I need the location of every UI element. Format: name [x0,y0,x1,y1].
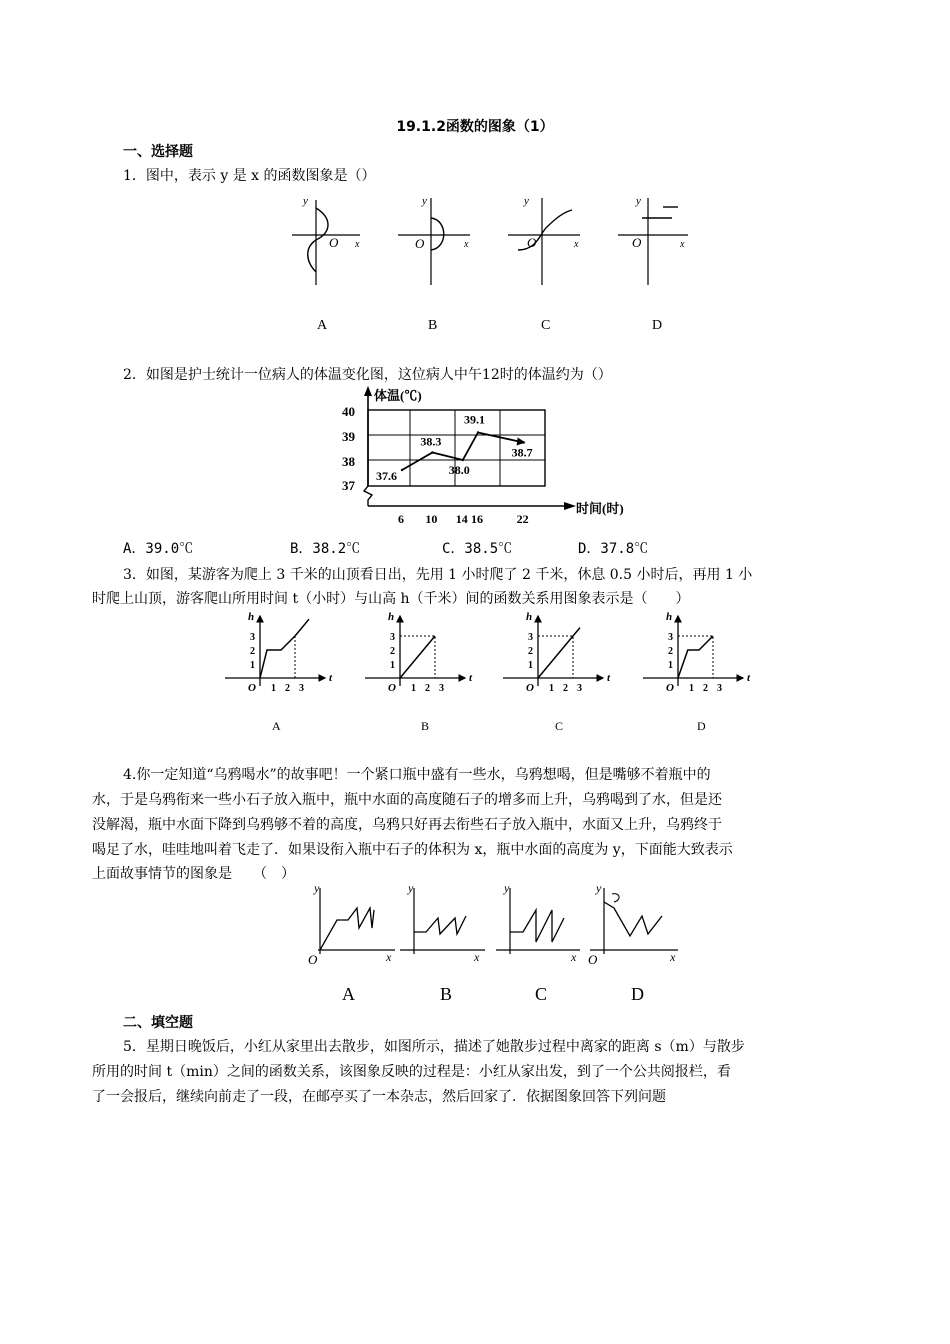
h-tick-label: 1 [668,660,673,671]
chart-data-label: 38.3 [420,434,442,449]
question-4-text-line-2: 水，于是乌鸦衔来一些小石子放入瓶中，瓶中水面的高度随石子的增多而上升，乌鸦喝到了水，但是还 [92,792,722,808]
graph-line [538,628,580,678]
origin-label: O [526,682,534,694]
q4-label-b: B [440,984,453,1004]
q4-a-x: x [386,950,392,964]
question-4-text-line-3: 没解渴，瓶中水面下降到乌鸦够不着的高度，乌鸦只好再去衔些石子放入瓶中，水面又上升，乌鸦终于 [92,817,722,833]
chart-x-tick-label: 6 [398,512,404,526]
h-axis-label: h [248,611,255,623]
q4-d-origin: O [588,952,598,967]
chart-x-tick-label: 16 [471,512,483,526]
graph-line [400,636,435,678]
chart-data-point [522,441,524,443]
t-tick-label: 1 [549,683,554,694]
t-axis-label: t [469,672,473,684]
q1-a-y-label: y [303,195,308,207]
chart-x-arrow [564,502,576,510]
q3-label-d: D [697,719,706,733]
q4-a-y: y [314,881,320,895]
q2-option-a: A．39.0℃ [123,541,194,557]
chart-x-tick-label: 10 [425,512,438,526]
t-axis-label: t [329,672,333,684]
chart-y-tick-label: 38 [342,454,355,469]
chart-x-label: 时间(时) [576,501,624,516]
h-axis-label: h [666,611,673,623]
q4-c-y: y [504,881,510,895]
chart-x-tick-label: 14 [455,512,468,526]
h-tick-label: 2 [390,646,395,657]
page-title: 19.1.2函数的图象（1） [396,119,554,135]
q1-graph-b [398,195,470,285]
h-tick-label: 3 [528,632,533,643]
chart-data-point [401,469,403,471]
q1-c-y-label: y [524,195,529,207]
h-tick-label: 2 [250,646,255,657]
q1-a-x-label: x [355,239,360,250]
q3-graph-c [503,611,611,694]
q1-graph-a [292,195,360,285]
q4-b-x: x [474,950,480,964]
h-tick-label: 2 [528,646,533,657]
q3-graph-b [365,611,473,694]
graph-line [260,619,309,678]
t-tick-label: 3 [717,683,722,694]
question-5-text-line-3: 了一会报后，继续向前走了一段，在邮亭买了一本杂志，然后回家了．依据图象回答下列问题 [92,1089,666,1105]
q4-graph-a [308,881,395,967]
temperature-chart [340,384,640,526]
q1-label-b: B [428,318,438,333]
q1-c-x-label: x [574,239,579,250]
q1-c-origin: O [527,235,537,250]
question-5-text-line-1: 5．星期日晚饭后，小红从家里出去散步，如图所示，描述了她散步过程中离家的距离 s（m）与散步 [123,1039,745,1055]
section-choice-heading: 一、选择题 [123,144,193,160]
q1-label-d: D [652,318,663,333]
chart-y-tick-label: 39 [342,429,355,444]
t-tick-label: 3 [439,683,444,694]
t-tick-label: 1 [271,683,276,694]
question-1-text: 1．图中，表示 y 是 x 的函数图象是（） [123,168,376,184]
chart-y-arrow [364,386,372,396]
h-tick-label: 1 [250,660,255,671]
origin-label: O [388,682,396,694]
question-4-text-line-5: 上面故事情节的图象是 （ ） [92,866,295,882]
t-tick-label: 2 [285,683,290,694]
origin-label: O [248,682,256,694]
question-2-text: 2．如图是护士统计一位病人的体温变化图，这位病人中午12时的体温约为（） [123,367,612,383]
chart-data-point [462,459,464,461]
h-tick-label: 3 [668,632,673,643]
chart-data-point [477,431,479,433]
question-3-text-line-1: 3．如图，某游客为爬上 3 千米的山顶看日出，先用 1 小时爬了 2 千米，休息 0.5 小时后，再用 1 小 [123,567,753,583]
q1-label-c: C [541,318,551,333]
section-fill-heading: 二、填空题 [123,1015,193,1031]
q1-d-origin: O [632,235,642,250]
q2-option-d: D．37.8℃ [578,541,649,557]
h-tick-label: 3 [390,632,395,643]
t-axis-label: t [747,672,751,684]
chart-y-label: 体温(℃) [374,388,422,403]
q4-d-y: y [596,881,602,895]
q4-d-x: x [670,950,676,964]
chart-y-tick-label: 40 [342,404,355,419]
q1-a-origin: O [329,235,339,250]
t-tick-label: 1 [411,683,416,694]
chart-data-label: 37.6 [376,469,397,483]
q1-graph-d [618,195,688,285]
q1-d-y-label: y [636,195,641,207]
t-tick-label: 2 [425,683,430,694]
chart-data-label: 38.7 [511,445,533,460]
q3-label-a: A [272,719,281,733]
q4-graph-d [588,881,678,967]
q1-b-y-label: y [422,195,427,207]
q4-b-y: y [408,881,414,895]
q2-option-b: B．38.2℃ [290,541,361,557]
h-tick-label: 1 [390,660,395,671]
h-axis-label: h [388,611,395,623]
q4-graphs [300,880,695,1005]
t-tick-label: 1 [689,683,694,694]
q3-label-c: C [555,719,564,733]
origin-label: O [666,682,674,694]
h-tick-label: 1 [528,660,533,671]
t-tick-label: 2 [563,683,568,694]
q4-label-c: C [535,984,548,1004]
q4-label-d: D [631,984,644,1004]
chart-axis-break [364,486,372,506]
q1-graph-c [508,195,580,285]
q1-d-x-label: x [680,239,685,250]
question-4-text-line-4: 喝足了水，哇哇地叫着飞走了．如果设衔入瓶中石子的体积为 x，瓶中水面的高度为 y，下面能大致表示 [92,842,733,858]
q1-b-x-label: x [464,239,469,250]
chart-y-tick-label: 37 [342,478,355,493]
h-tick-label: 2 [668,646,673,657]
chart-x-tick-label: 22 [516,512,529,526]
h-axis-label: h [526,611,533,623]
t-tick-label: 3 [299,683,304,694]
q3-graph-d [643,611,751,694]
h-tick-label: 3 [250,632,255,643]
t-tick-label: 2 [703,683,708,694]
t-axis-label: t [607,672,611,684]
chart-data-label: 38.0 [448,463,470,477]
chart-data-label: 39.1 [464,412,485,427]
q4-graph-b [400,881,485,964]
q3-graph-a [225,611,333,694]
q2-option-c: C．38.5℃ [442,541,513,557]
graph-line [678,636,713,678]
q4-graph-c [496,881,580,964]
q4-label-a: A [342,984,355,1004]
q4-a-origin: O [308,952,318,967]
q4-c-x: x [571,950,577,964]
q1-b-origin: O [415,236,425,251]
q3-label-b: B [421,719,430,733]
q1-graphs [280,190,700,340]
t-tick-label: 3 [577,683,582,694]
question-3-text-line-2: 时爬上山顶，游客爬山所用时间 t（小时）与山高 h（千米）间的函数关系用图象表示是（ ） [92,591,690,607]
q1-label-a: A [317,318,328,333]
question-5-text-line-2: 所用的时间 t（min）之间的函数关系，该图象反映的过程是：小红从家出发，到了一个公共阅报栏，看 [92,1064,731,1080]
q3-graphs [215,610,775,735]
chart-data-point [431,451,433,453]
question-4-text-line-1: 4.你一定知道“乌鸦喝水”的故事吧！一个紧口瓶中盛有一些水，乌鸦想喝，但是嘴够不着瓶中的 [123,767,711,783]
